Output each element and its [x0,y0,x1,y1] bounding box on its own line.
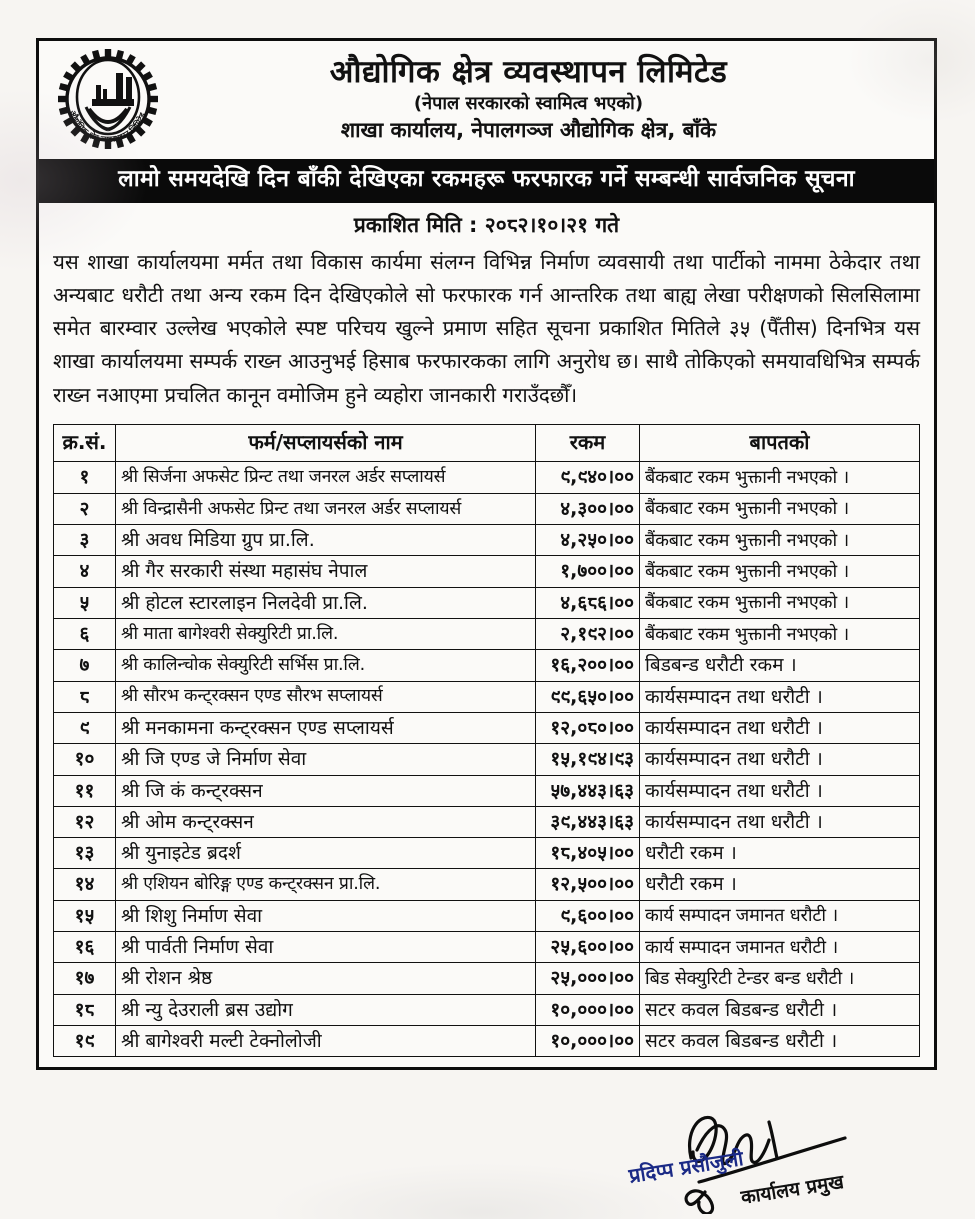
cell-purpose: सटर कवल बिडबन्ड धरौटी । [640,994,920,1025]
cell-amount: ९,६००।०० [536,900,640,931]
cell-firm-name: श्री विन्द्रासैनी अफसेट प्रिन्ट तथा जनरल अर्डर सप्लायर्स [116,493,536,524]
cell-amount: ९,९४०।०० [536,462,640,493]
cell-purpose: कार्यसम्पादन तथा धरौटी । [640,712,920,743]
notice-body [39,203,934,1068]
table-row [54,493,920,524]
cell-amount: ५७,४४३।६३ [536,775,640,806]
cell-purpose: कार्यसम्पादन तथा धरौटी । [640,775,920,806]
cell-purpose: कार्य सम्पादन जमानत धरौटी । [640,932,920,963]
cell-purpose: धरौटी रकम । [640,869,920,900]
cell-amount: १२,५००।०० [536,869,640,900]
cell-purpose: बैंकबाट रकम भुक्तानी नभएको । [640,618,920,649]
cell-amount: ३९,४४३।६३ [536,806,640,837]
cell-firm-name: श्री गैर सरकारी संस्था महासंघ नेपाल [116,556,536,587]
cell-firm-name: श्री शिशु निर्माण सेवा [116,900,536,931]
cell-amount: ४,६८६।०० [536,587,640,618]
table-row [54,869,920,900]
cell-purpose: कार्यसम्पादन तथा धरौटी । [640,681,920,712]
cell-purpose: कार्यसम्पादन तथा धरौटी । [640,806,920,837]
cell-firm-name: श्री पार्वती निर्माण सेवा [116,932,536,963]
cell-serial: १५ [54,900,116,931]
letterhead [39,41,934,159]
cell-purpose: बिड सेक्युरिटी टेन्डर बन्ड धरौटी । [640,963,920,994]
cell-serial: १० [54,744,116,775]
organization-titles [167,54,920,143]
cell-firm-name: श्री होटल स्टारलाइन निलदेवी प्रा.लि. [116,587,536,618]
cell-serial: ८ [54,681,116,712]
cell-serial: ४ [54,556,116,587]
cell-firm-name: श्री कालिन्चोक सेक्युरिटी सर्भिस प्रा.लि. [116,650,536,681]
cell-purpose: सटर कवल बिडबन्ड धरौटी । [640,1026,920,1057]
cell-firm-name: श्री माता बागेश्वरी सेक्युरिटी प्रा.लि. [116,618,536,649]
svg-text:औद्योगिक क्षेत्र व्यवस्थापन लि: औद्योगिक क्षेत्र व्यवस्थापन लिमिटेड [67,108,148,145]
cell-firm-name: श्री सौरभ कन्ट्रक्सन एण्ड सौरभ सप्लायर्स [116,681,536,712]
notice-banner-title: लामो समयदेखि दिन बाँकी देखिएका रकमहरू फरफारक गर्ने सम्बन्धी सार्वजनिक सूचना [39,159,934,203]
cell-amount: १२,०८०।०० [536,712,640,743]
cell-purpose: बैंकबाट रकम भुक्तानी नभएको । [640,493,920,524]
published-date: प्रकाशित मिति : २०८२।१०।२१ गते [353,212,620,237]
cell-serial: ६ [54,618,116,649]
cell-serial: २ [54,493,116,524]
cell-firm-name: श्री अवध मिडिया ग्रुप प्रा.लि. [116,525,536,556]
cell-serial: १६ [54,932,116,963]
cell-serial: १८ [54,994,116,1025]
cell-serial: १२ [54,806,116,837]
cell-purpose: कार्य सम्पादन जमानत धरौटी । [640,900,920,931]
cell-purpose: कार्यसम्पादन तथा धरौटी । [640,744,920,775]
column-header-serial: क्र.सं. [54,424,116,462]
cell-firm-name: श्री मनकामना कन्ट्रक्सन एण्ड सप्लायर्स [116,712,536,743]
cell-serial: १३ [54,838,116,869]
cell-firm-name: श्री बागेश्वरी मल्टी टेक्नोलोजी [116,1026,536,1057]
table-row [54,556,920,587]
cell-serial: १ [54,462,116,493]
cell-amount: १८,४०५।०० [536,838,640,869]
cell-firm-name: श्री युनाइटेड ब्रदर्श [116,838,536,869]
cell-firm-name: श्री रोशन श्रेष्ठ [116,963,536,994]
table-row [54,650,920,681]
table-row [54,994,920,1025]
dues-table-body [54,462,920,1057]
cell-firm-name: श्री एशियन बोरिङ्ग एण्ड कन्ट्रक्सन प्रा.लि. [116,869,536,900]
column-header-purpose: बापतको [640,424,920,462]
industrial-gear-emblem-icon [56,47,160,151]
notice-sheet [36,38,937,1070]
table-row [54,900,920,931]
cell-amount: ४,२५०।०० [536,525,640,556]
cell-amount: १६,२००।०० [536,650,640,681]
cell-purpose: बैंकबाट रकम भुक्तानी नभएको । [640,462,920,493]
table-row [54,618,920,649]
column-header-amount: रकम [536,424,640,462]
cell-amount: ४,३००।०० [536,493,640,524]
cell-firm-name: श्री जि एण्ड जे निर्माण सेवा [116,744,536,775]
officer-designation: कार्यालय प्रमुख [739,1170,846,1209]
table-row [54,963,920,994]
cell-firm-name: श्री जि कं कन्ट्रक्सन [116,775,536,806]
cell-serial: ११ [54,775,116,806]
organization-name: औद्योगिक क्षेत्र व्यवस्थापन लिमिटेड [329,54,728,91]
column-header-firm: फर्म/सप्लायर्सको नाम [116,424,536,462]
cell-purpose: बैंकबाट रकम भुक्तानी नभएको । [640,556,920,587]
cell-purpose: बिडबन्ड धरौटी रकम । [640,650,920,681]
cell-amount: १०,०००।०० [536,994,640,1025]
cell-serial: १९ [54,1026,116,1057]
officer-name: प्रदिप्प प्रसौजुली [627,1146,745,1188]
cell-serial: ७ [54,650,116,681]
cell-amount: १५,१९४।९३ [536,744,640,775]
table-row [54,681,920,712]
cell-serial: ३ [54,525,116,556]
cell-serial: १७ [54,963,116,994]
notice-paragraph: यस शाखा कार्यालयमा मर्मत तथा विकास कार्यमा संलग्न विभिन्न निर्माण व्यवसायी तथा पार्टीको नाममा ठेकेदार तथा अन्यबाट धरौटी तथा अन्य रकम दिन देखिएकोले सो फरफारक गर्न आन्तरिक तथा बाह्य लेखा परीक्षणको सिलसिलामा समेत बारम्वार उल्लेख भएकोले स्पष्ट परिचय खुल्ने प्रमाण सहित सूचना प्रकाशित मितिले ३५ (पैँतीस) दिनभित्र यस शाखा कार्यालयमा सम्पर्क राख्न आउनुभई हिसाब फरफारकका लागि अनुरोध छ। साथै तोकिएको समयावधिभित्र सम्पर्क राख्न नआएमा प्रचलित कानून वमोजिम हुने व्यहोरा जानकारी गराउँदछौँ। [53,249,920,407]
cell-amount: २५,६००।०० [536,932,640,963]
table-row [54,744,920,775]
table-row [54,587,920,618]
dues-table [53,424,920,1058]
cell-amount: ९९,६५०।०० [536,681,640,712]
table-row [54,1026,920,1057]
table-row [54,525,920,556]
organization-logo [49,47,167,151]
branch-office-line: शाखा कार्यालय, नेपालगञ्ज औद्योगिक क्षेत्र, बाँके [340,118,717,143]
table-row [54,712,920,743]
cell-amount: १०,०००।०० [536,1026,640,1057]
cell-amount: २५,०००।०० [536,963,640,994]
cell-amount: २,१९२।०० [536,618,640,649]
cell-firm-name: श्री ओम कन्ट्रक्सन [116,806,536,837]
cell-purpose: बैंकबाट रकम भुक्तानी नभएको । [640,525,920,556]
table-row [54,838,920,869]
table-header-row [54,424,920,462]
cell-serial: ५ [54,587,116,618]
cell-serial: ९ [54,712,116,743]
table-row [54,462,920,493]
cell-firm-name: श्री न्यु देउराली ब्रस उद्योग [116,994,536,1025]
signature-block [36,1096,937,1214]
table-row [54,806,920,837]
cell-serial: १४ [54,869,116,900]
table-row [54,775,920,806]
cell-firm-name: श्री सिर्जना अफसेट प्रिन्ट तथा जनरल अर्डर सप्लायर्स [116,462,536,493]
organization-ownership-note: (नेपाल सरकारको स्वामित्व भएको) [413,92,644,114]
cell-purpose: बैंकबाट रकम भुक्तानी नभएको । [640,587,920,618]
table-row [54,932,920,963]
cell-purpose: धरौटी रकम । [640,838,920,869]
cell-amount: १,७००।०० [536,556,640,587]
